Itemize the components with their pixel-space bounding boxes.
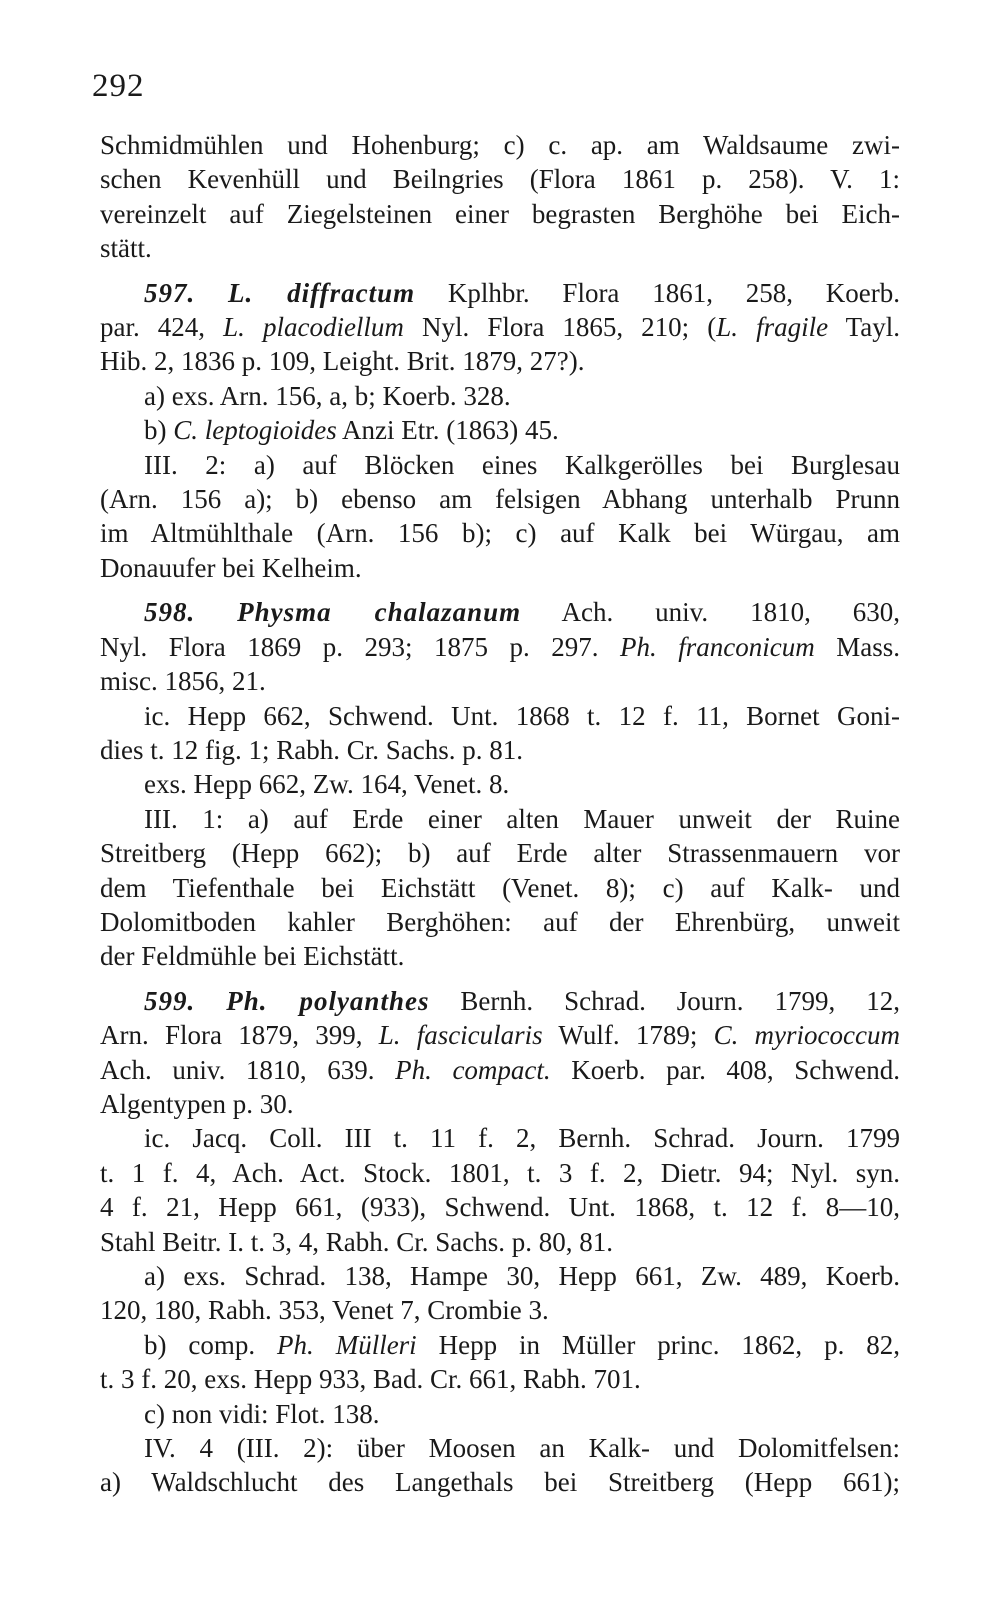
line-text: im Altmühlthale (Arn. 156 b); c) auf Kalk bei Würgau, am: [100, 518, 900, 549]
line-text: b): [144, 415, 174, 446]
line-text: Tayl.: [828, 312, 900, 343]
line-text: Algentypen p. 30.: [100, 1088, 294, 1119]
line-text: 120, 180, Rabh. 353, Venet 7, Crombie 3.: [100, 1295, 549, 1326]
text-line: [100, 1087, 900, 1121]
text-line: [100, 664, 900, 698]
text-line: [100, 1362, 900, 1396]
line-text: Schmidmühlen und Hohenburg; c) c. ap. am Waldsaume zwi-: [100, 130, 900, 160]
text-line: [100, 1156, 900, 1190]
line-text: stätt.: [100, 233, 152, 264]
line-text: Anzi Etr. (1863) 45.: [336, 415, 559, 446]
text-line: [100, 231, 900, 265]
text-line: [100, 128, 900, 162]
line-text: III. 2: a) auf Blöcken eines Kalkgerölles bei Burglesau: [144, 449, 900, 480]
text-line: [100, 551, 900, 585]
species-name: Ph. polyanthes: [226, 985, 430, 1016]
text-line: [100, 162, 900, 196]
species-name: Physma chalazanum: [237, 597, 522, 628]
line-text: Ach. univ. 1810, 639.: [100, 1054, 396, 1085]
line-text: schen Kevenhüll und Beilngries (Flora 1861 p. 258). V. 1:: [100, 164, 900, 195]
text-line: [100, 1018, 900, 1052]
text-line: [100, 836, 900, 870]
italic-name: Ph. franconicum: [620, 631, 815, 662]
entry-number: 599.: [144, 985, 196, 1016]
text-line: [100, 482, 900, 516]
text-line: [100, 1293, 900, 1327]
line-text: par. 424,: [100, 312, 224, 343]
text-line: [100, 1225, 900, 1259]
line-text: Wulf. 1789;: [542, 1020, 714, 1051]
line-text: Nyl. Flora 1869 p. 293; 1875 p. 297.: [100, 631, 620, 662]
line-text: der Feldmühle bei Eichstätt.: [100, 941, 405, 972]
text-line: [100, 1431, 900, 1465]
text-line: [100, 871, 900, 905]
italic-name: C. leptogioides: [173, 415, 337, 446]
line-text: a) exs. Schrad. 138, Hampe 30, Hepp 661, Zw. 489, Koerb.: [144, 1261, 900, 1291]
page-number: 292: [92, 68, 145, 104]
line-text: vereinzelt auf Ziegelsteinen einer begrasten Berghöhe bei Eich-: [100, 198, 900, 229]
line-text: exs. Hepp 662, Zw. 164, Venet. 8.: [144, 769, 510, 800]
text-line: [100, 802, 900, 836]
italic-name: Ph. Mülleri: [277, 1329, 417, 1360]
text-line: [100, 413, 900, 447]
line-text: Stahl Beitr. I. t. 3, 4, Rabh. Cr. Sachs. p. 80, 81.: [100, 1226, 613, 1257]
line-text: t. 3 f. 20, exs. Hepp 933, Bad. Cr. 661, Rabh. 701.: [100, 1364, 641, 1395]
line-text: Nyl. Flora 1865, 210; (: [403, 312, 717, 343]
italic-name: C. myriococcum: [713, 1020, 900, 1051]
text-line: [100, 630, 900, 664]
line-text: Dolomitboden kahler Berghöhen: auf der Ehrenbürg, unweit: [100, 906, 900, 937]
text-line: [100, 379, 900, 413]
line-text: dies t. 12 fig. 1; Rabh. Cr. Sachs. p. 81.: [100, 734, 523, 765]
text-line: [100, 1190, 900, 1224]
text-line: [100, 984, 900, 1018]
line-text: Hib. 2, 1836 p. 109, Leight. Brit. 1879, 27?).: [100, 346, 585, 377]
text-line: [100, 310, 900, 344]
line-text: Mass.: [814, 631, 900, 662]
line-text: ic. Hepp 662, Schwend. Unt. 1868 t. 12 f. 11, Bornet Goni-: [144, 700, 900, 731]
text-line: [100, 448, 900, 482]
line-text: misc. 1856, 21.: [100, 666, 266, 697]
line-text: Kplhbr. Flora 1861, 258, Koerb.: [415, 277, 901, 308]
text-line: [100, 197, 900, 231]
entry-number: 598.: [144, 597, 196, 628]
line-text: 4 f. 21, Hepp 661, (933), Schwend. Unt. 1868, t. 12 f. 8—10,: [100, 1192, 900, 1223]
species-name: L. diffractum: [228, 277, 416, 308]
line-text: (Arn. 156 a); b) ebenso am felsigen Abhang unterhalb Prunn: [100, 484, 900, 515]
line-text: dem Tiefenthale bei Eichstätt (Venet. 8); c) auf Kalk- und: [100, 872, 900, 903]
line-text: III. 1: a) auf Erde einer alten Mauer unweit der Ruine: [144, 803, 900, 834]
text-line: [100, 767, 900, 801]
line-text: b) comp.: [144, 1329, 278, 1360]
text-line: [100, 939, 900, 973]
line-text: Hepp in Müller princ. 1862, p. 82,: [416, 1329, 900, 1360]
line-text: Koerb. par. 408, Schwend.: [550, 1054, 900, 1085]
line-text: Donauufer bei Kelheim.: [100, 552, 362, 583]
entry-number: 597.: [144, 277, 196, 308]
text-line: [100, 1259, 900, 1293]
text-line: [100, 595, 900, 629]
line-text: Streitberg (Hepp 662); b) auf Erde alter Strassenmauern vor: [100, 838, 900, 869]
text-line: [100, 1121, 900, 1155]
italic-name: Ph. compact.: [395, 1054, 551, 1085]
line-text: c) non vidi: Flot. 138.: [144, 1398, 380, 1429]
line-text: Bernh. Schrad. Journ. 1799, 12,: [429, 985, 900, 1016]
line-text: ic. Jacq. Coll. III t. 11 f. 2, Bernh. Schrad. Journ. 1799: [144, 1123, 900, 1154]
line-text: IV. 4 (III. 2): über Moosen an Kalk- und Dolomitfelsen:: [144, 1433, 900, 1464]
text-line: [100, 905, 900, 939]
line-text: Arn. Flora 1879, 399,: [100, 1020, 379, 1051]
text-line: [100, 699, 900, 733]
line-text: Ach. univ. 1810, 630,: [521, 597, 901, 628]
text-line: [100, 344, 900, 378]
text-line: [100, 733, 900, 767]
body-text: [100, 128, 900, 1500]
text-line: [100, 1397, 900, 1431]
line-text: a) exs. Arn. 156, a, b; Koerb. 328.: [144, 380, 511, 411]
italic-name: L. placodiellum: [223, 312, 404, 343]
text-line: [100, 1053, 900, 1087]
italic-name: L. fragile: [716, 312, 829, 343]
text-line: [100, 276, 900, 310]
text-line: [100, 516, 900, 550]
line-text: a) Waldschlucht des Langethals bei Streitberg (Hepp 661);: [100, 1467, 900, 1498]
line-text: t. 1 f. 4, Ach. Act. Stock. 1801, t. 3 f. 2, Dietr. 94; Nyl. syn.: [100, 1157, 900, 1188]
text-line: [100, 1465, 900, 1499]
text-line: [100, 1328, 900, 1362]
italic-name: L. fascicularis: [378, 1020, 543, 1051]
